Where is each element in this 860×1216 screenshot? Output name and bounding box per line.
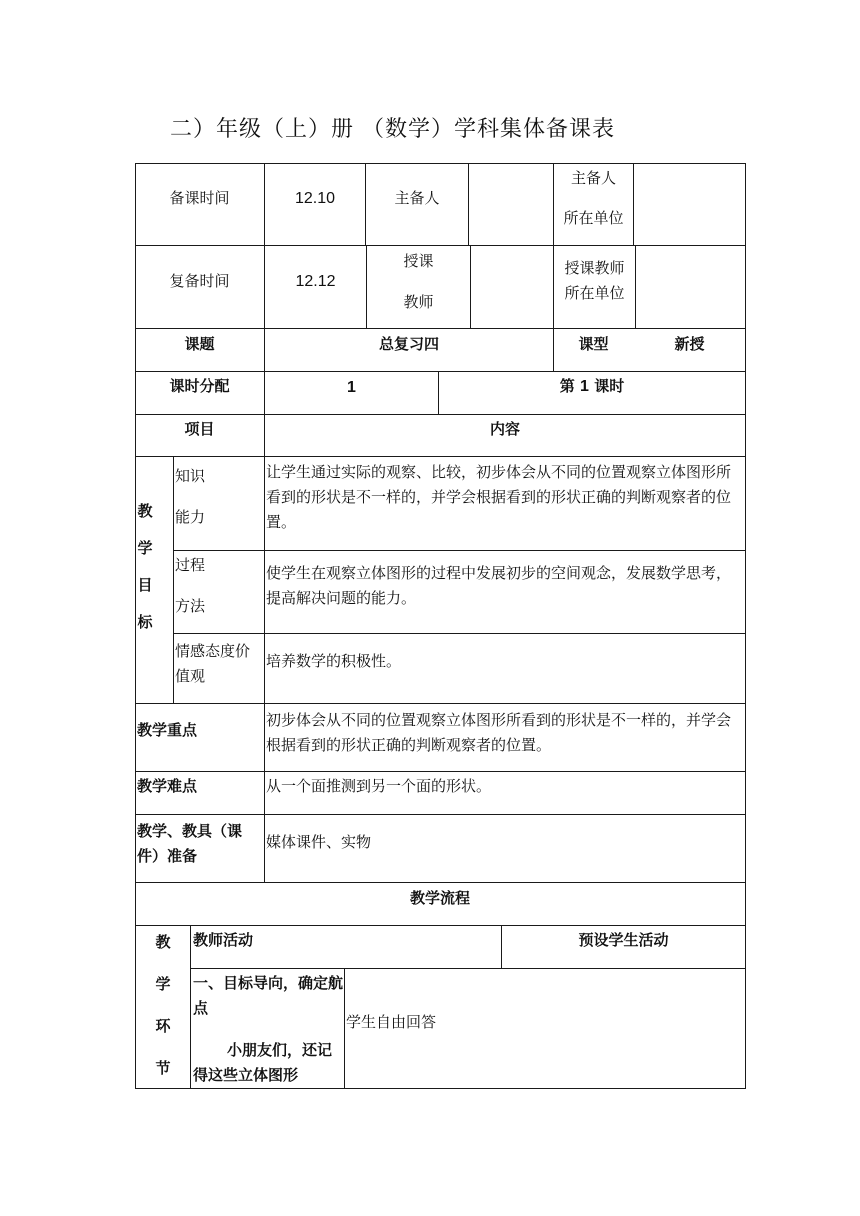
key-point-text: 初步体会从不同的位置观察立体图形所看到的形状是不一样的，并学会根据看到的形状正确的判断观察者的位置。 <box>266 711 732 754</box>
period-number: 1 <box>580 378 589 395</box>
table-border-top <box>135 163 746 164</box>
table-border-bottom <box>135 1088 746 1089</box>
teacher-unit-label-line1: 授课教师 <box>564 259 625 277</box>
row-divider <box>135 771 746 772</box>
difficulty-label: 教学难点 <box>137 777 198 795</box>
page-title: 二）年级（上）册 （数学）学科集体备课表 <box>170 117 615 142</box>
period-label <box>439 377 745 396</box>
step1-student-activity: 学生自由回答 <box>346 1013 437 1031</box>
col-divider <box>344 968 345 1089</box>
row-divider <box>135 371 746 372</box>
difficulty-text: 从一个面推测到另一个面的形状。 <box>266 777 492 795</box>
topic-label: 课题 <box>184 335 215 353</box>
col-divider <box>635 245 636 328</box>
process-label-line1: 过程 <box>175 556 206 574</box>
knowledge-label-line1: 知识 <box>175 467 206 485</box>
process-text: 使学生在观察立体图形的过程中发展初步的空间观念，发展数学思考，提高解决问题的能力。 <box>266 564 732 607</box>
row-divider <box>190 968 746 969</box>
col-divider <box>633 163 634 245</box>
period-prefix: 第 <box>559 377 575 395</box>
col-divider <box>190 925 191 1089</box>
row-divider <box>135 882 746 883</box>
lesson-type-value: 新授 <box>674 335 705 353</box>
process-label-line2: 方法 <box>175 597 206 615</box>
stage-section-label: 教 学 环 节 <box>155 933 171 1077</box>
main-preparer-unit-label-line1: 主备人 <box>570 169 616 187</box>
period-suffix: 课时 <box>594 377 625 395</box>
prep-time-label: 备课时间 <box>169 189 230 207</box>
row-divider <box>135 456 746 457</box>
review-time-value: 12.12 <box>295 273 336 290</box>
flow-heading: 教学流程 <box>409 889 470 907</box>
row-divider <box>173 633 746 634</box>
row-divider <box>173 550 746 551</box>
step1-text: 小朋友们，还记得这些立体图形 <box>193 1041 333 1084</box>
col-divider <box>468 163 469 245</box>
row-divider <box>135 925 746 926</box>
teacher-activity-header: 教师活动 <box>193 931 254 949</box>
lesson-plan-table <box>135 163 746 1089</box>
col-divider <box>173 456 174 703</box>
table-border-right <box>745 163 746 1089</box>
topic-value: 总复习四 <box>378 335 439 353</box>
item-label: 项目 <box>184 420 215 438</box>
row-divider <box>135 814 746 815</box>
hours-value: 1 <box>347 379 356 396</box>
knowledge-text: 让学生通过实际的观察、比较，初步体会从不同的位置观察立体图形所看到的形状是不一样的，并学会根据看到的形状正确的判断观察者的位置。 <box>266 463 732 531</box>
emotion-text: 培养数学的积极性。 <box>266 652 402 670</box>
emotion-label: 情感态度价值观 <box>175 642 251 685</box>
row-divider <box>135 245 746 246</box>
row-divider <box>135 703 746 704</box>
lesson-type-label: 课型 <box>578 335 609 353</box>
main-preparer-unit-label-line2: 所在单位 <box>563 209 624 227</box>
teacher-label-line1: 授课 <box>403 252 434 270</box>
content-label: 内容 <box>489 420 520 438</box>
teacher-label-line2: 教师 <box>403 293 434 311</box>
hours-label: 课时分配 <box>169 377 230 395</box>
student-activity-header: 预设学生活动 <box>578 931 669 949</box>
prep-time-value: 12.10 <box>294 190 336 207</box>
row-divider <box>135 328 746 329</box>
col-divider <box>470 245 471 328</box>
col-divider <box>264 703 265 882</box>
key-point-label: 教学重点 <box>137 721 198 739</box>
main-preparer-label: 主备人 <box>394 189 440 207</box>
goals-section-label: 教 学 目 标 <box>137 502 153 631</box>
tools-label: 教学、教具（课件）准备 <box>137 822 243 865</box>
knowledge-label-line2: 能力 <box>175 508 206 526</box>
step1-title: 一、目标导向，确定航点 <box>193 974 344 1017</box>
review-time-label: 复备时间 <box>169 272 230 290</box>
row-divider <box>135 414 746 415</box>
tools-text: 媒体课件、实物 <box>266 833 372 851</box>
teacher-unit-label-line2: 所在单位 <box>564 284 625 302</box>
